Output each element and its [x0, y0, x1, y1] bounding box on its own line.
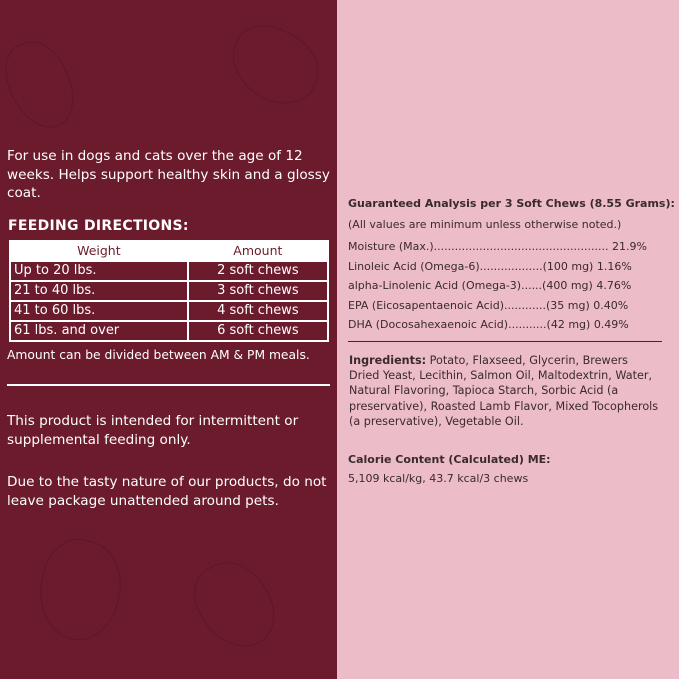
intro-text: For use in dogs and cats over the age of 12 weeks. Helps support healthy skin and a glossy coat. — [7, 148, 330, 201]
table-header-weight: Weight — [11, 242, 187, 260]
analysis-note: (All values are minimum unless otherwise noted.) — [348, 218, 622, 231]
table-row — [11, 302, 327, 320]
amount-cell: 6 soft chews — [189, 322, 327, 340]
warning-text: Due to the tasty nature of our products, do not leave package unattended around pets. — [7, 474, 327, 509]
feeding-directions-title: FEEDING DIRECTIONS: — [8, 218, 189, 234]
analysis-row: Linoleic Acid (Omega-6)..................(100 mg) 1.16% — [348, 260, 632, 273]
amount-cell: 4 soft chews — [189, 302, 327, 320]
lamb-chop-decoration — [0, 32, 84, 137]
weight-cell: 41 to 60 lbs. — [11, 302, 187, 320]
amount-cell: 2 soft chews — [189, 262, 327, 280]
amount-cell: 3 soft chews — [189, 282, 327, 300]
table-row — [11, 262, 327, 280]
calorie-title: Calorie Content (Calculated) ME: — [348, 453, 551, 466]
analysis-title: Guaranteed Analysis per 3 Soft Chews (8.55 Grams): — [348, 197, 675, 210]
table-header-amount: Amount — [189, 242, 327, 260]
analysis-row: Moisture (Max.).................................................. 21.9% — [348, 240, 647, 253]
ingredients — [349, 353, 659, 429]
analysis-row: EPA (Eicosapentaenoic Acid)............(35 mg) 0.40% — [348, 299, 629, 312]
feeding-table — [9, 240, 329, 342]
weight-cell: 21 to 40 lbs. — [11, 282, 187, 300]
feeding-note: Amount can be divided between AM & PM meals. — [7, 348, 310, 362]
lamb-chop-decoration — [182, 549, 288, 662]
lamb-chop-decoration — [219, 14, 330, 115]
divider — [7, 384, 330, 386]
analysis-row: DHA (Docosahexaenoic Acid)...........(42 mg) 0.49% — [348, 318, 629, 331]
ingredients-list: Potato, Flaxseed, Glycerin, Brewers Dried Yeast, Lecithin, Salmon Oil, Maltodextrin, Water, Natural Flavoring, Tapioca Starch, Sorbic Acid (a preservative), Roasted Lamb Flavor, Mixed Tocopherols (a preservative), Vegetable Oil. — [349, 354, 659, 428]
ingredients-label: Ingredients: — [349, 354, 427, 367]
analysis-row: alpha-Linolenic Acid (Omega-3)......(400 mg) 4.76% — [348, 279, 632, 292]
table-row — [11, 322, 327, 340]
weight-cell: Up to 20 lbs. — [11, 262, 187, 280]
calorie-value: 5,109 kcal/kg, 43.7 kcal/3 chews — [348, 472, 529, 485]
left-panel — [0, 0, 337, 679]
right-panel — [337, 0, 679, 679]
lamb-chop-decoration — [28, 531, 131, 648]
table-row — [11, 282, 327, 300]
divider — [348, 341, 662, 342]
weight-cell: 61 lbs. and over — [11, 322, 187, 340]
supplemental-text: This product is intended for intermittent or supplemental feeding only. — [7, 413, 299, 448]
